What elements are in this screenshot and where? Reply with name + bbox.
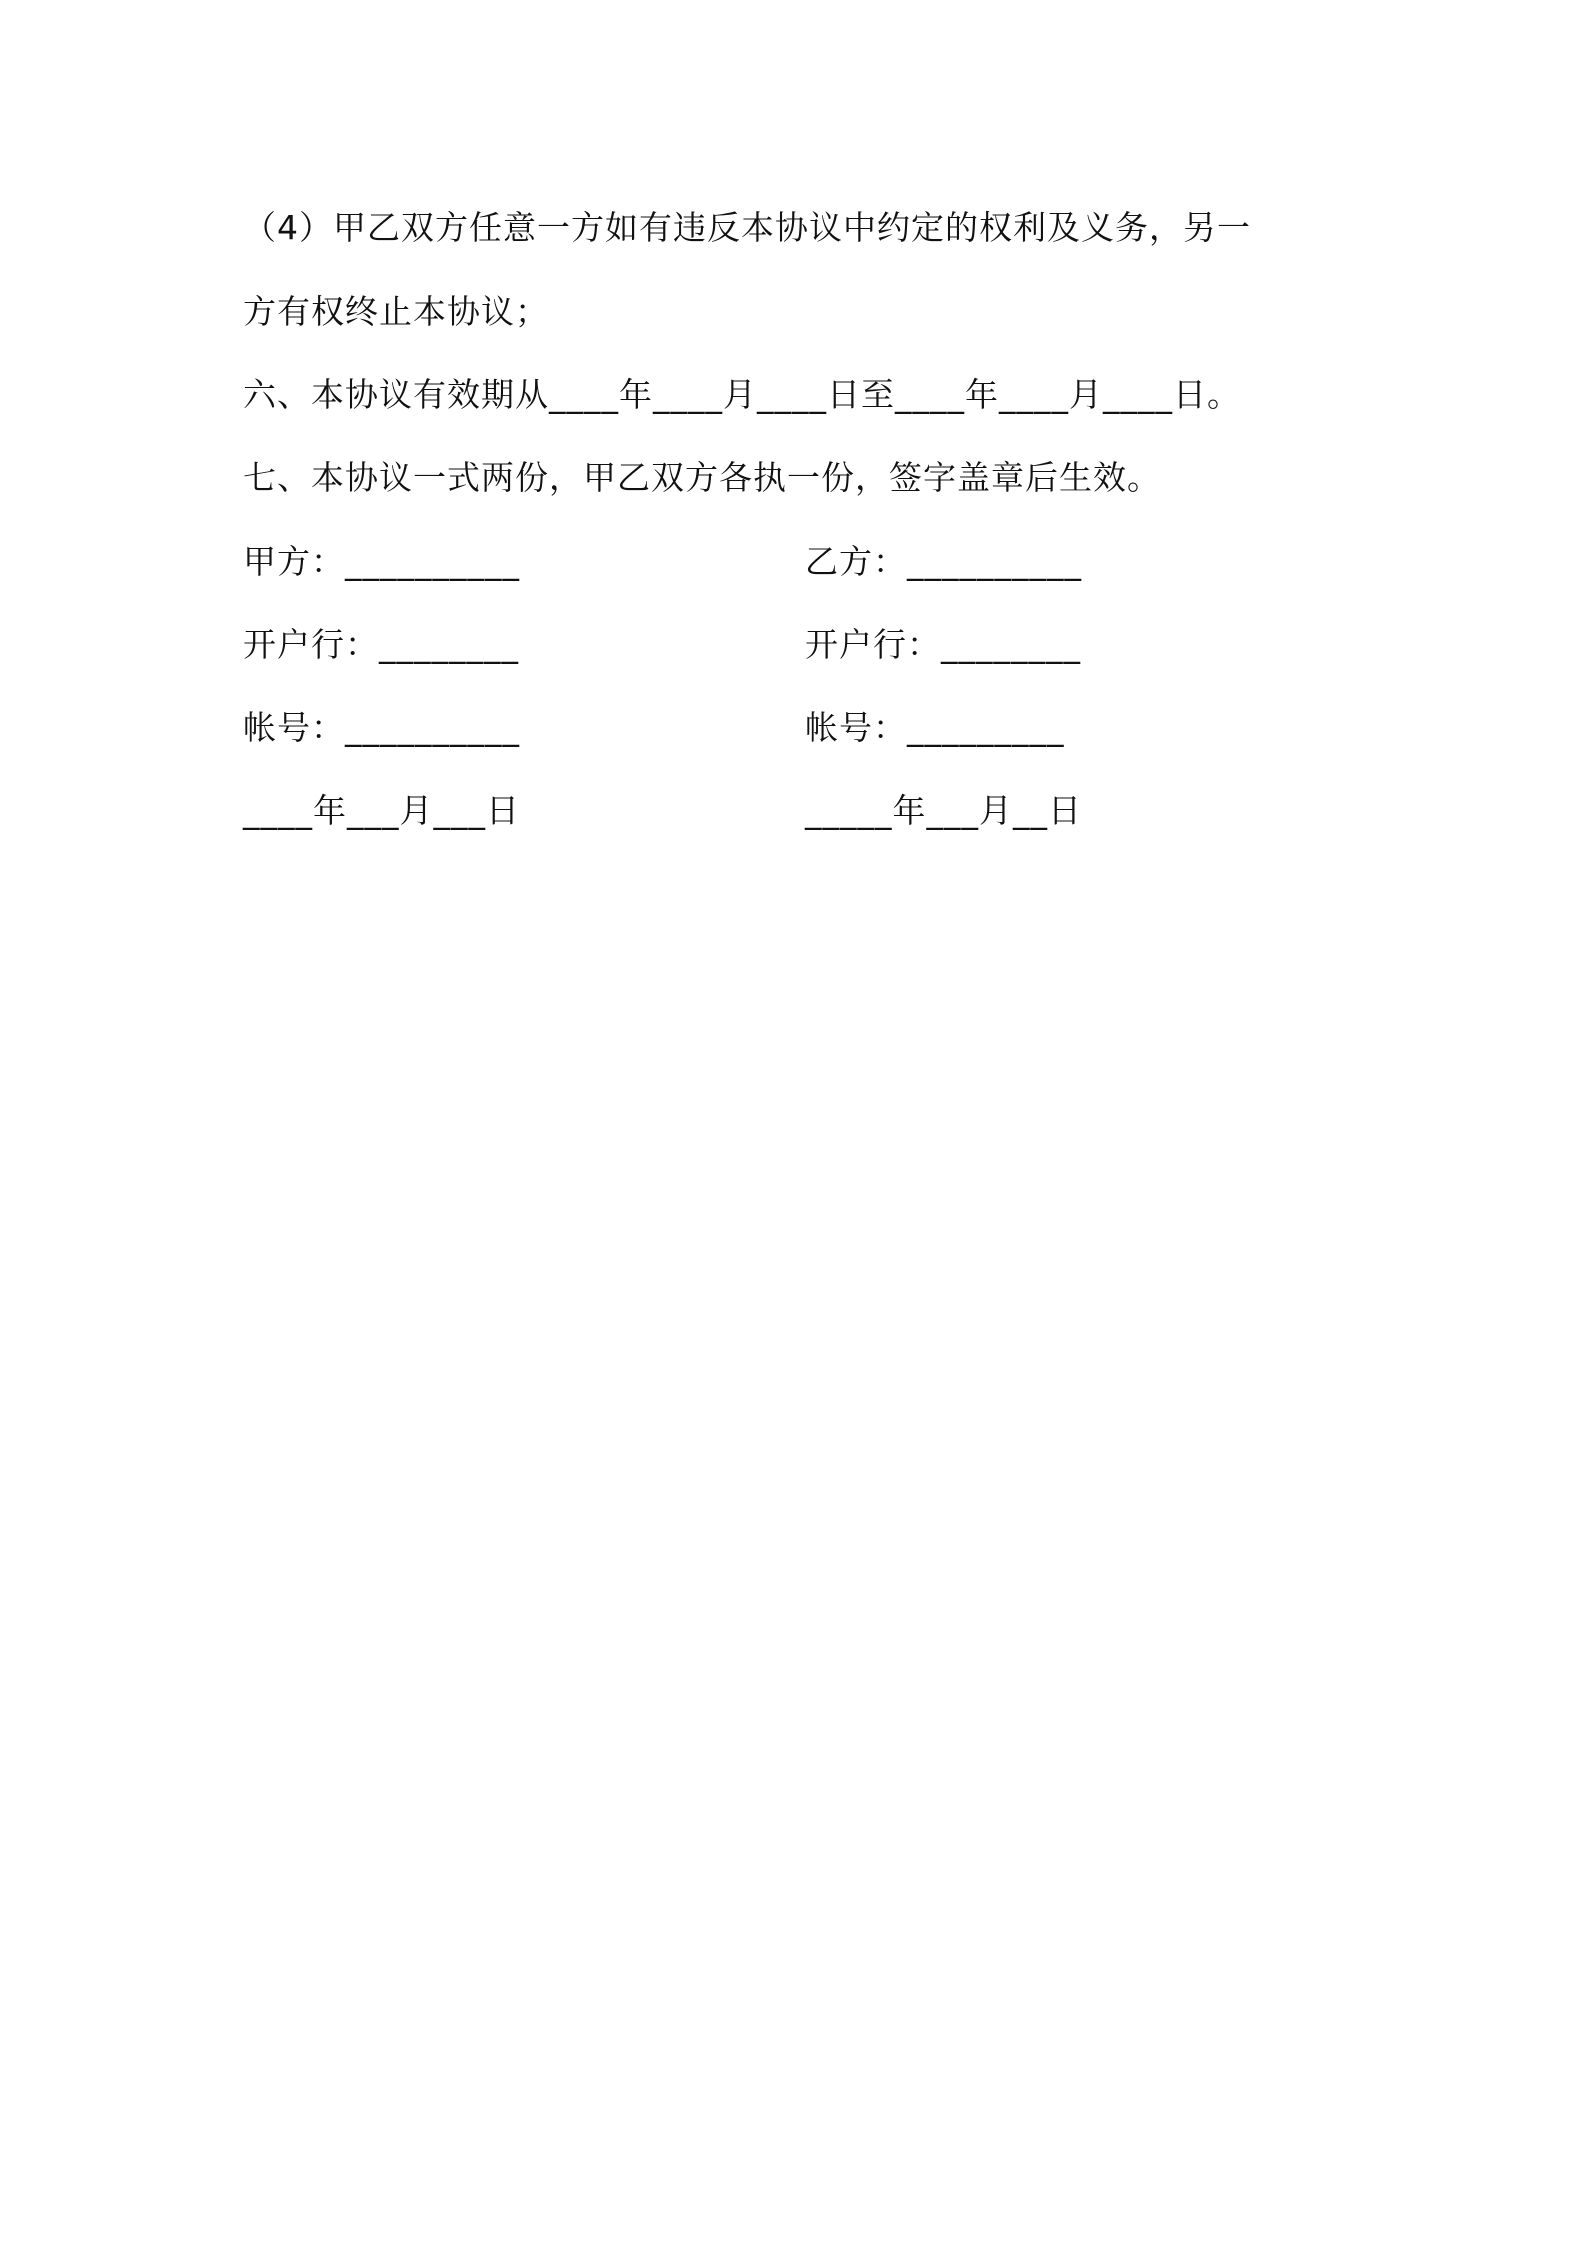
party-b-name: 乙方：__________ <box>805 542 1082 581</box>
party-a-name: 甲方：__________ <box>243 542 520 581</box>
party-b-date: _____年___月__日 <box>805 791 1082 830</box>
party-a-account: 帐号：__________ <box>243 708 520 747</box>
clause-7-copies: 七、本协议一式两份，甲乙双方各执一份，签字盖章后生效。 <box>243 458 1161 497</box>
party-a-date: ____年___月___日 <box>243 791 520 830</box>
party-a-bank: 开户行：________ <box>243 625 519 664</box>
clause-4-line-2: 方有权终止本协议； <box>243 292 549 331</box>
clause-4-line-1: （4）甲乙双方任意一方如有违反本协议中约定的权利及义务，另一 <box>243 208 1251 247</box>
party-b-bank: 开户行：________ <box>805 625 1081 664</box>
clause-6-validity-period: 六、本协议有效期从____年____月____日至____年____月____日。 <box>243 375 1241 414</box>
party-b-account: 帐号：_________ <box>805 708 1065 747</box>
